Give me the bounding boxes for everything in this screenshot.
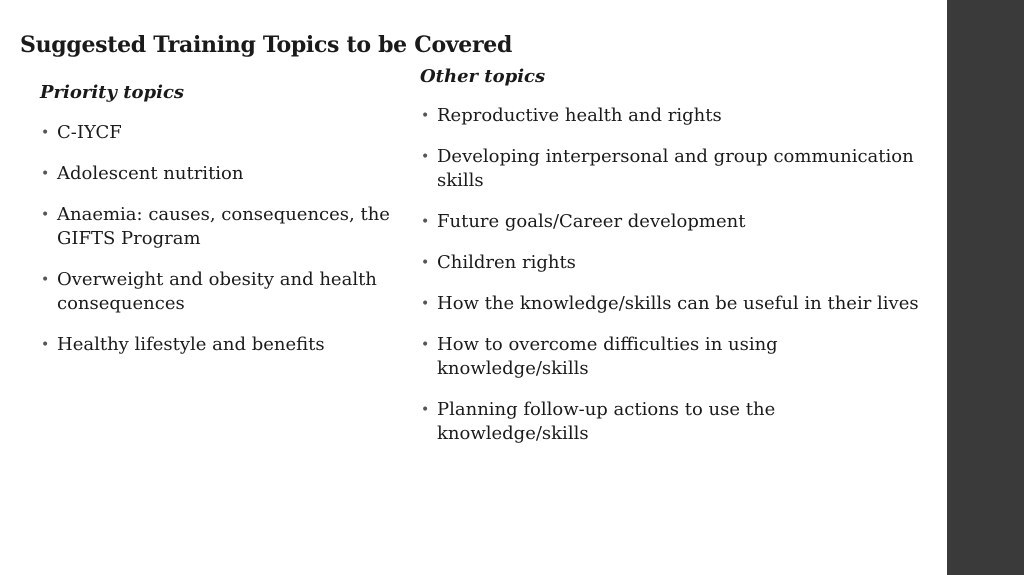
list-item [40,162,420,186]
priority-topics-column [40,81,420,374]
list-item-text: How the knowledge/skills can be useful in their lives [437,293,919,314]
bullet-icon: • [421,296,430,312]
side-accent-bar [947,0,1024,575]
list-item-text: Future goals/Career development [437,211,746,232]
bullet-icon: • [421,402,430,418]
bullet-icon: • [421,108,430,124]
list-item-text: Planning follow-up actions to use the knowledge/skills [437,399,776,444]
bullet-icon: • [421,214,430,230]
list-item [420,333,930,381]
list-item-text: Anaemia: causes, consequences, the GIFTS Program [57,204,390,249]
list-item [40,268,420,316]
other-topics-heading: Other topics [420,66,546,87]
list-item [420,251,930,275]
list-item-text: Healthy lifestyle and benefits [57,334,325,355]
list-item-text: How to overcome difficulties in using knowledge/skills [437,334,778,379]
priority-topics-list [40,121,420,357]
list-item-text: Adolescent nutrition [57,163,244,184]
bullet-icon: • [41,125,50,141]
bullet-icon: • [421,149,430,165]
list-item [40,203,420,251]
list-item-text: Developing interpersonal and group communication skills [437,146,914,191]
bullet-icon: • [41,166,50,182]
slide-title: Suggested Training Topics to be Covered [20,32,513,58]
list-item [420,398,930,446]
bullet-icon: • [41,207,50,223]
list-item [420,210,930,234]
other-topics-column [420,65,930,463]
bullet-icon: • [421,337,430,353]
priority-topics-heading: Priority topics [40,82,185,103]
bullet-icon: • [421,255,430,271]
bullet-icon: • [41,337,50,353]
other-topics-list [420,104,930,446]
list-item-text: C-IYCF [57,122,122,143]
list-item [40,333,420,357]
list-item-text: Overweight and obesity and health consequences [57,269,377,314]
list-item-text: Reproductive health and rights [437,105,722,126]
list-item [420,292,930,316]
list-item [420,145,930,193]
list-item [40,121,420,145]
list-item-text: Children rights [437,252,576,273]
bullet-icon: • [41,272,50,288]
list-item [420,104,930,128]
